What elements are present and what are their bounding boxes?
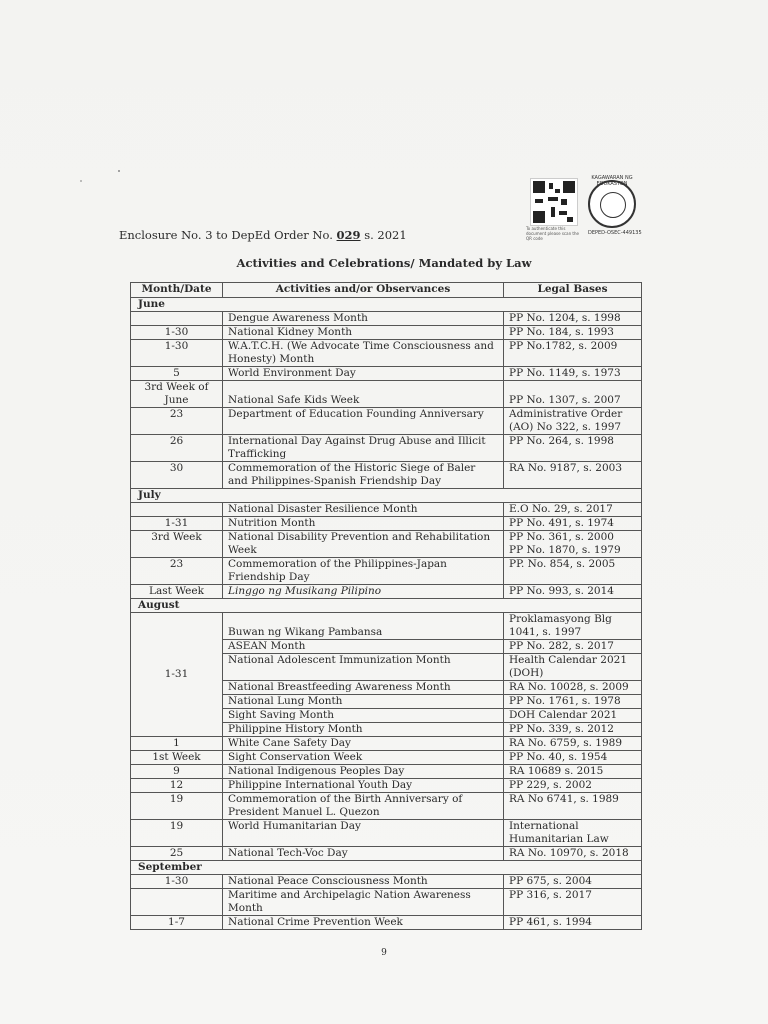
- activities-table: [130, 282, 642, 930]
- month-row: [131, 599, 642, 613]
- month-row: [131, 298, 642, 312]
- activity-cell: National Adolescent Immunization Month: [223, 654, 504, 681]
- table-row: [131, 875, 642, 889]
- date-cell: 12: [131, 779, 223, 793]
- date-cell: 5: [131, 367, 223, 381]
- date-cell: 3rd Week of June: [131, 381, 223, 408]
- scan-speck: [118, 170, 120, 172]
- date-cell: 1-30: [131, 875, 223, 889]
- legal-cell: PP No. 1204, s. 1998: [504, 312, 642, 326]
- table-row: [131, 531, 642, 558]
- legal-cell: PP No. 1761, s. 1978: [504, 695, 642, 709]
- legal-cell: Administrative Order (AO) No 322, s. 1997: [504, 408, 642, 435]
- activity-cell: National Disability Prevention and Rehabilitation Week: [223, 531, 504, 558]
- legal-cell: PP 229, s. 2002: [504, 779, 642, 793]
- legal-cell: International Humanitarian Law: [504, 820, 642, 847]
- legal-cell: Proklamasyong Blg 1041, s. 1997: [504, 613, 642, 640]
- column-header: Legal Bases: [504, 283, 642, 298]
- activity-cell: Nutrition Month: [223, 517, 504, 531]
- table-row: [131, 381, 642, 408]
- month-label: July: [131, 489, 642, 503]
- table-row: [131, 793, 642, 820]
- date-cell: 1-7: [131, 916, 223, 930]
- activity-cell: National Breastfeeding Awareness Month: [223, 681, 504, 695]
- activity-cell: Dengue Awareness Month: [223, 312, 504, 326]
- legal-cell: [504, 531, 642, 558]
- date-cell: [131, 312, 223, 326]
- activity-cell: Maritime and Archipelagic Nation Awareness Month: [223, 889, 504, 916]
- activity-cell: Philippine History Month: [223, 723, 504, 737]
- table-row: [131, 585, 642, 599]
- activity-cell: International Day Against Drug Abuse and Illicit Trafficking: [223, 435, 504, 462]
- date-cell: Last Week: [131, 585, 223, 599]
- month-row: [131, 489, 642, 503]
- date-cell: 1-30: [131, 326, 223, 340]
- date-cell: [131, 889, 223, 916]
- date-cell: 1-31: [131, 517, 223, 531]
- enclosure-line: [119, 228, 407, 242]
- activity-cell: Commemoration of the Historic Siege of Baler and Philippines-Spanish Friendship Day: [223, 462, 504, 489]
- activity-cell: National Lung Month: [223, 695, 504, 709]
- activity-cell: Linggo ng Musikang Pilipino: [223, 585, 504, 599]
- scan-speck: [80, 180, 82, 182]
- table-row: [131, 765, 642, 779]
- table-row: [131, 779, 642, 793]
- activity-cell: National Indigenous Peoples Day: [223, 765, 504, 779]
- legal-cell: DOH Calendar 2021: [504, 709, 642, 723]
- activity-cell: ASEAN Month: [223, 640, 504, 654]
- legal-cell: RA No. 9187, s. 2003: [504, 462, 642, 489]
- date-cell: [131, 503, 223, 517]
- date-cell: 23: [131, 408, 223, 435]
- activity-cell: National Kidney Month: [223, 326, 504, 340]
- legal-cell: PP No. 1149, s. 1973: [504, 367, 642, 381]
- date-cell: 9: [131, 765, 223, 779]
- activity-cell: Sight Conservation Week: [223, 751, 504, 765]
- activity-cell: Commemoration of the Philippines-Japan Friendship Day: [223, 558, 504, 585]
- date-cell: 19: [131, 793, 223, 820]
- table-row: [131, 408, 642, 435]
- month-row: [131, 861, 642, 875]
- table-row: [131, 889, 642, 916]
- date-cell: 3rd Week: [131, 531, 223, 558]
- table-row: [131, 340, 642, 367]
- legal-line: PP No. 1870, s. 1979: [509, 544, 621, 556]
- table-row: [131, 435, 642, 462]
- legal-cell: PP 461, s. 1994: [504, 916, 642, 930]
- table-row: [131, 462, 642, 489]
- table-row: [131, 820, 642, 847]
- activity-cell: National Crime Prevention Week: [223, 916, 504, 930]
- table-row: [131, 312, 642, 326]
- legal-cell: PP No. 184, s. 1993: [504, 326, 642, 340]
- date-cell: 19: [131, 820, 223, 847]
- legal-cell: E.O No. 29, s. 2017: [504, 503, 642, 517]
- legal-cell: RA No. 10028, s. 2009: [504, 681, 642, 695]
- legal-cell: PP No. 339, s. 2012: [504, 723, 642, 737]
- date-cell: 23: [131, 558, 223, 585]
- activity-cell: Sight Saving Month: [223, 709, 504, 723]
- table-row: [131, 613, 642, 640]
- table-row: [131, 847, 642, 861]
- date-cell: 26: [131, 435, 223, 462]
- table-row: [131, 916, 642, 930]
- legal-cell: PP No.1782, s. 2009: [504, 340, 642, 367]
- legal-cell: PP 316, s. 2017: [504, 889, 642, 916]
- document-title: Activities and Celebrations/ Mandated by Law: [236, 256, 532, 270]
- activity-cell: National Safe Kids Week: [223, 381, 504, 408]
- legal-cell: RA No 6741, s. 1989: [504, 793, 642, 820]
- legal-cell: PP 675, s. 2004: [504, 875, 642, 889]
- date-cell: 30: [131, 462, 223, 489]
- column-header: Month/Date: [131, 283, 223, 298]
- order-number: 029: [336, 228, 361, 242]
- activity-cell: Commemoration of the Birth Anniversary of President Manuel L. Quezon: [223, 793, 504, 820]
- table-row: [131, 517, 642, 531]
- legal-cell: PP No. 993, s. 2014: [504, 585, 642, 599]
- enclosure-suffix: s. 2021: [364, 228, 407, 242]
- legal-cell: PP. No. 854, s. 2005: [504, 558, 642, 585]
- table-header-row: [131, 283, 642, 298]
- activity-cell: Department of Education Founding Anniversary: [223, 408, 504, 435]
- month-label: August: [131, 599, 642, 613]
- legal-cell: PP No. 40, s. 1954: [504, 751, 642, 765]
- date-cell: 25: [131, 847, 223, 861]
- table-row: [131, 503, 642, 517]
- legal-line: PP No. 361, s. 2000: [509, 531, 614, 543]
- table-row: [131, 737, 642, 751]
- date-cell: 1-31: [131, 613, 223, 737]
- legal-cell: PP No. 264, s. 1998: [504, 435, 642, 462]
- column-header: Activities and/or Observances: [223, 283, 504, 298]
- activity-cell: World Environment Day: [223, 367, 504, 381]
- activity-cell: National Peace Consciousness Month: [223, 875, 504, 889]
- qr-note: To authenticate this document please scan the QR code: [526, 226, 579, 241]
- table-row: [131, 367, 642, 381]
- activity-cell: National Disaster Resilience Month: [223, 503, 504, 517]
- date-cell: 1st Week: [131, 751, 223, 765]
- table-row: [131, 326, 642, 340]
- deped-code: DEPED-OSEC-449135: [588, 230, 642, 236]
- activity-cell: W.A.T.C.H. (We Advocate Time Consciousness and Honesty) Month: [223, 340, 504, 367]
- legal-cell: PP No. 491, s. 1974: [504, 517, 642, 531]
- month-label: June: [131, 298, 642, 312]
- activity-cell: Philippine International Youth Day: [223, 779, 504, 793]
- authentication-block: [526, 176, 652, 242]
- activity-cell: World Humanitarian Day: [223, 820, 504, 847]
- activity-cell: Buwan ng Wikang Pambansa: [223, 613, 504, 640]
- table-row: [131, 558, 642, 585]
- page-number: 9: [381, 948, 387, 958]
- legal-cell: Health Calendar 2021 (DOH): [504, 654, 642, 681]
- legal-cell: PP No. 282, s. 2017: [504, 640, 642, 654]
- enclosure-text: Enclosure No. 3 to DepEd Order No.: [119, 228, 333, 242]
- date-cell: 1-30: [131, 340, 223, 367]
- activity-cell: National Tech-Voc Day: [223, 847, 504, 861]
- legal-cell: PP No. 1307, s. 2007: [504, 381, 642, 408]
- legal-cell: RA No. 10970, s. 2018: [504, 847, 642, 861]
- date-cell: 1: [131, 737, 223, 751]
- activity-cell: White Cane Safety Day: [223, 737, 504, 751]
- table-row: [131, 751, 642, 765]
- legal-cell: RA 10689 s. 2015: [504, 765, 642, 779]
- legal-cell: RA No. 6759, s. 1989: [504, 737, 642, 751]
- deped-seal-icon: KAGAWARAN NG EDUKASYON: [588, 180, 636, 228]
- month-label: September: [131, 861, 642, 875]
- qr-code-icon[interactable]: [530, 178, 578, 226]
